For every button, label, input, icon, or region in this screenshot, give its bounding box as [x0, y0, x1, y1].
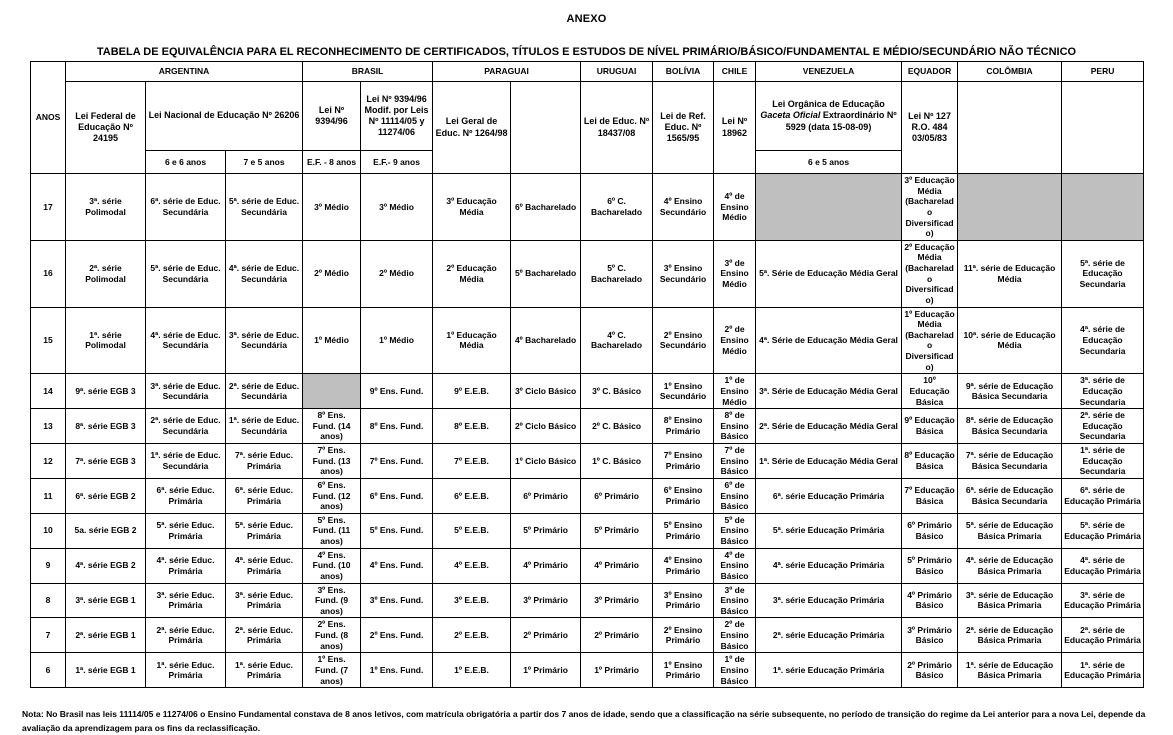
table-cell: 3ª. série de Educação Primária: [1062, 583, 1144, 618]
equivalence-table: [30, 61, 1144, 688]
law-chile: Lei Nº 18962: [714, 82, 756, 174]
table-cell: 7º Ens. Fund. (13 anos): [303, 444, 361, 479]
table-cell: 3ª. série de Educação Secundaria: [1062, 374, 1144, 409]
table-cell: 1º de Ensino Básico: [714, 653, 756, 688]
table-cell: 2º Médio: [361, 240, 433, 307]
table-cell: 7º de Ensino Básico: [714, 444, 756, 479]
table-cell: 4ª. série Educ. Primária: [226, 548, 303, 583]
law-brasil-ef8: Lei Nº 9394/96: [303, 82, 361, 151]
table-cell: 5ª. série Educ. Primária: [226, 513, 303, 548]
country-header-uruguai: URUGUAI: [581, 62, 653, 82]
country-header-colombia: COLÔMBIA: [958, 62, 1062, 82]
country-header-equador: EQUADOR: [902, 62, 958, 82]
table-cell: 2º Ens. Fund.: [361, 618, 433, 653]
table-cell: 5º de Ensino Básico: [714, 513, 756, 548]
table-cell: [1062, 174, 1144, 241]
table-cell: 4ª. série de Educação Primária: [1062, 548, 1144, 583]
table-cell: 3ª. série Educ. Primária: [146, 583, 226, 618]
table-cell: 3ª. série de Educação Básica Primaria: [958, 583, 1062, 618]
table-cell: 8º Ens. Fund. (14 anos): [303, 409, 361, 444]
anos-column-header: ANOS: [31, 62, 66, 174]
table-cell: 5º Primário: [511, 513, 581, 548]
table-cell: 1º Educação Média (Bacharelado Diversificado): [902, 307, 958, 374]
table-cell: 1ª. série Educação Primária: [756, 653, 902, 688]
table-cell: 5º Ensino Primário: [653, 513, 714, 548]
table-cell: 5º Primário Básico: [902, 548, 958, 583]
table-cell: 3ª. série EGB 1: [66, 583, 146, 618]
table-row: [31, 174, 1144, 241]
table-cell: 4ª. série Educ. Primária: [146, 548, 226, 583]
table-cell: 4ª. série de Educ. Secundária: [146, 307, 226, 374]
table-cell: 3º Primário: [581, 583, 653, 618]
table-cell: 9º E.E.B.: [433, 374, 511, 409]
table-cell: 7ª. série de Educação Básica Secundaria: [958, 444, 1062, 479]
table-cell: 6º Primário: [511, 478, 581, 513]
table-cell: 5a. série EGB 2: [66, 513, 146, 548]
table-cell: 1ª. série de Educ. Secundária: [226, 409, 303, 444]
table-cell: 7º Educação Básica: [902, 478, 958, 513]
table-cell: 1º Ensino Primário: [653, 653, 714, 688]
table-cell: 9º Educação Básica: [902, 409, 958, 444]
law-argentina-nacional: Lei Nacional de Educação Nº 26206: [146, 82, 303, 151]
table-cell: 5ª. série de Educação Básica Primaria: [958, 513, 1062, 548]
table-cell: 1º C. Básico: [581, 444, 653, 479]
table-cell: 3ª. série Educ. Primária: [226, 583, 303, 618]
table-cell: 2º Primário: [581, 618, 653, 653]
table-cell: 4ª. série Educação Primária: [756, 548, 902, 583]
table-cell: 2ª. série de Educ. Secundária: [146, 409, 226, 444]
table-cell: 8ª. série de Educação Básica Secundaria: [958, 409, 1062, 444]
table-row: [31, 513, 1144, 548]
law-brasil-ef9: Lei Nº 9394/96 Modif. por Leis Nº 11114/05 y 11274/06: [361, 82, 433, 151]
table-cell: 3º Ciclo Básico: [511, 374, 581, 409]
table-cell: 4ª. Série de Educação Média Geral: [756, 307, 902, 374]
table-row: [31, 307, 1144, 374]
table-cell: 1ª. série Educ. Primária: [146, 653, 226, 688]
table-cell: 2ª. série Educ. Primária: [226, 618, 303, 653]
table-cell: 11ª. série de Educação Média: [958, 240, 1062, 307]
table-cell: 2ª. série de Educação Básica Primaria: [958, 618, 1062, 653]
subheader-arg-6e6: 6 e 6 anos: [146, 151, 226, 174]
table-cell: 2º Primário: [511, 618, 581, 653]
table-cell: 8º Ens. Fund.: [361, 409, 433, 444]
country-header-row: [31, 62, 1144, 82]
table-cell: 2º Educação Média: [433, 240, 511, 307]
table-row: [31, 653, 1144, 688]
table-cell: 3º de Ensino Médio: [714, 240, 756, 307]
table-cell: 2ª. série de Educação Primária: [1062, 618, 1144, 653]
table-caption: TABELA DE EQUIVALÊNCIA PARA EL RECONHECIMENTO DE CERTIFICADOS, TÍTULOS E ESTUDOS DE NÍVEL PRIMÁRIO/BÁSICO/FUNDAMENTAL E MÉDIO/SECUNDÁRIO NÃO TÉCNICO: [96, 46, 1077, 58]
table-cell: 4ª. série de Educ. Secundária: [226, 240, 303, 307]
table-cell: [303, 374, 361, 409]
table-cell: 4º E.E.B.: [433, 548, 511, 583]
table-cell: 6º Primário Básico: [902, 513, 958, 548]
table-cell: 3ª. série de Educ. Secundária: [146, 374, 226, 409]
table-cell: 4ª. série EGB 2: [66, 548, 146, 583]
table-cell: 1ª. série Educ. Primária: [226, 653, 303, 688]
table-cell: 1ª. série Polimodal: [66, 307, 146, 374]
table-cell: 4º Ens. Fund. (10 anos): [303, 548, 361, 583]
table-cell: 4ª. série de Educação Secundaria: [1062, 307, 1144, 374]
table-cell: 3º Médio: [361, 174, 433, 241]
table-cell: 7º E.E.B.: [433, 444, 511, 479]
country-header-argentina: ARGENTINA: [66, 62, 303, 82]
table-cell: 6ª. série Educ. Primária: [146, 478, 226, 513]
table-cell: 1ª. série de Educação Secundaria: [1062, 444, 1144, 479]
table-cell: 7ª. série EGB 3: [66, 444, 146, 479]
table-cell: 2º Médio: [303, 240, 361, 307]
anos-cell: 9: [31, 548, 66, 583]
table-cell: 3º Educação Média (Bacharelado Diversificado): [902, 174, 958, 241]
table-cell: 1º Ens. Fund. (7 anos): [303, 653, 361, 688]
table-cell: 6º Ens. Fund. (12 anos): [303, 478, 361, 513]
table-cell: 5ª. série de Educ. Secundária: [226, 174, 303, 241]
table-cell: 3ª. série Educação Primária: [756, 583, 902, 618]
table-cell: 6º E.E.B.: [433, 478, 511, 513]
table-cell: 7º Ensino Primário: [653, 444, 714, 479]
table-cell: 6ª. série Educ. Primária: [226, 478, 303, 513]
table-cell: 5ª. Série de Educação Média Geral: [756, 240, 902, 307]
anos-cell: 12: [31, 444, 66, 479]
table-cell: 1º Ensino Secundário: [653, 374, 714, 409]
table-cell: 2º E.E.B.: [433, 618, 511, 653]
table-cell: 4º Primário Básico: [902, 583, 958, 618]
table-cell: 2º Ensino Secundário: [653, 307, 714, 374]
equivalence-table-body: [31, 174, 1144, 688]
law-colombia-empty: [958, 82, 1062, 174]
table-cell: 3º E.E.B.: [433, 583, 511, 618]
law-paraguai-empty: [511, 82, 581, 174]
anos-cell: 11: [31, 478, 66, 513]
table-row: [31, 583, 1144, 618]
law-paraguai: Lei Geral de Educ. Nº 1264/98: [433, 82, 511, 174]
table-cell: 4º Ensino Primário: [653, 548, 714, 583]
table-cell: 6ª. série de Educ. Secundária: [146, 174, 226, 241]
country-header-chile: CHILE: [714, 62, 756, 82]
table-cell: 5º Ens. Fund. (11 anos): [303, 513, 361, 548]
law-venezuela-gaceta: Gaceta Oficial: [760, 110, 821, 121]
table-cell: 9ª. série de Educação Básica Secundaria: [958, 374, 1062, 409]
table-cell: 3º Ensino Primário: [653, 583, 714, 618]
table-cell: 8º E.E.B.: [433, 409, 511, 444]
anos-cell: 6: [31, 653, 66, 688]
table-cell: 1º Médio: [361, 307, 433, 374]
table-cell: 5ª. série de Educação Secundaria: [1062, 240, 1144, 307]
table-cell: 2º de Ensino Médio: [714, 307, 756, 374]
table-cell: 6ª. série Educação Primária: [756, 478, 902, 513]
table-cell: 5ª. série de Educação Primária: [1062, 513, 1144, 548]
table-cell: 7º Ens. Fund.: [361, 444, 433, 479]
table-cell: 6º Primário: [581, 478, 653, 513]
table-cell: 3ª. série Polimodal: [66, 174, 146, 241]
law-argentina-federal: Lei Federal de Educação Nº 24195: [66, 82, 146, 174]
table-cell: 1ª. série de Educ. Secundária: [146, 444, 226, 479]
table-cell: 8º de Ensino Básico: [714, 409, 756, 444]
table-cell: 4º Primário: [511, 548, 581, 583]
law-uruguai: Lei de Educ. Nº 18437/08: [581, 82, 653, 174]
table-cell: 6º Bacharelado: [511, 174, 581, 241]
country-header-peru: PERU: [1062, 62, 1144, 82]
table-cell: 7ª. série Educ. Primária: [226, 444, 303, 479]
subheader-bra-ef9: E.F.- 9 anos: [361, 151, 433, 174]
table-cell: 2ª. série Polimodal: [66, 240, 146, 307]
table-cell: 3º Primário: [511, 583, 581, 618]
table-cell: 8º Ensino Primário: [653, 409, 714, 444]
table-cell: 4º Bacharelado: [511, 307, 581, 374]
table-cell: 9ª. série EGB 3: [66, 374, 146, 409]
table-cell: 10º Educação Básica: [902, 374, 958, 409]
table-cell: 3º Educação Média: [433, 174, 511, 241]
law-venezuela-suffix: Extraordinário Nº 5929 (data 15-08-09): [785, 110, 897, 132]
table-cell: 10ª. série de Educação Média: [958, 307, 1062, 374]
table-cell: 3ª. série de Educ. Secundária: [226, 307, 303, 374]
table-cell: 2º Primário Básico: [902, 653, 958, 688]
table-cell: 6ª. série de Educação Básica Secundaria: [958, 478, 1062, 513]
table-cell: 2ª. série de Educ. Secundária: [226, 374, 303, 409]
table-cell: 2º Ciclo Básico: [511, 409, 581, 444]
table-cell: 2ª. série de Educação Secundaria: [1062, 409, 1144, 444]
table-cell: 2º C. Básico: [581, 409, 653, 444]
table-cell: 5ª. série Educação Primária: [756, 513, 902, 548]
table-cell: 4º Ens. Fund.: [361, 548, 433, 583]
table-cell: 1ª. Série de Educação Média Geral: [756, 444, 902, 479]
table-cell: 2ª. série Educ. Primária: [146, 618, 226, 653]
law-venezuela-prefix: Lei Orgânica de Educação: [772, 99, 885, 110]
footnote: Nota: No Brasil nas leis 11114/05 e 11274/06 o Ensino Fundamental constava de 8 anos letivos, com matrícula obrigatória a partir dos 7 anos de idade, sendo que a classificação na série subsequente, no período de transição do regime da Lei anterior para a nova Lei, depende da avaliação da aprendizagem para os fins da reclassificação.: [22, 709, 1146, 733]
table-cell: 2º Ens. Fund. (8 anos): [303, 618, 361, 653]
table-cell: 6ª. série de Educação Primária: [1062, 478, 1144, 513]
table-cell: 5º Bacharelado: [511, 240, 581, 307]
table-cell: 4º de Ensino Médio: [714, 174, 756, 241]
table-row: [31, 374, 1144, 409]
table-cell: [756, 174, 902, 241]
table-cell: 3º Ens. Fund.: [361, 583, 433, 618]
table-cell: 5ª. série Educ. Primária: [146, 513, 226, 548]
table-cell: 1ª. série EGB 1: [66, 653, 146, 688]
table-cell: 3ª. Série de Educação Média Geral: [756, 374, 902, 409]
table-cell: 6º de Ensino Básico: [714, 478, 756, 513]
table-cell: 4º Ensino Secundário: [653, 174, 714, 241]
table-cell: [958, 174, 1062, 241]
table-cell: 1º Educação Média: [433, 307, 511, 374]
law-venezuela: [756, 82, 902, 151]
anos-cell: 10: [31, 513, 66, 548]
table-cell: 2ª. Série de Educação Média Geral: [756, 409, 902, 444]
table-cell: 1º Primário: [581, 653, 653, 688]
table-cell: 2º Educação Média (Bacharelado Diversificado): [902, 240, 958, 307]
law-header-row: [31, 82, 1144, 151]
table-row: [31, 444, 1144, 479]
subheader-ven-6e5: 6 e 5 anos: [756, 151, 902, 174]
table-cell: 2ª. série Educação Primária: [756, 618, 902, 653]
anos-cell: 14: [31, 374, 66, 409]
table-cell: 1º Médio: [303, 307, 361, 374]
table-row: [31, 409, 1144, 444]
table-cell: 3º de Ensino Básico: [714, 583, 756, 618]
table-cell: 9º Ens. Fund.: [361, 374, 433, 409]
table-cell: 5º Ens. Fund.: [361, 513, 433, 548]
table-cell: 1º Primário: [511, 653, 581, 688]
table-cell: 2ª. série EGB 1: [66, 618, 146, 653]
table-cell: 6º Ensino Primário: [653, 478, 714, 513]
law-equador: Lei Nº 127 R.O. 484 03/05/83: [902, 82, 958, 174]
country-header-brasil: BRASIL: [303, 62, 433, 82]
anos-cell: 16: [31, 240, 66, 307]
anos-cell: 13: [31, 409, 66, 444]
table-cell: 4º de Ensino Básico: [714, 548, 756, 583]
table-cell: 4º C. Bacharelado: [581, 307, 653, 374]
table-cell: 2º de Ensino Básico: [714, 618, 756, 653]
law-bolivia: Lei de Ref. Educ. Nº 1565/95: [653, 82, 714, 174]
table-cell: 2º Ensino Primário: [653, 618, 714, 653]
table-cell: 1ª. série de Educação Primária: [1062, 653, 1144, 688]
country-header-bolivia: BOLÍVIA: [653, 62, 714, 82]
subheader-bra-ef8: E.F. - 8 anos: [303, 151, 361, 174]
country-header-paraguai: PARAGUAI: [433, 62, 581, 82]
anos-cell: 17: [31, 174, 66, 241]
law-peru-empty: [1062, 82, 1144, 174]
table-cell: 3º Primário Básico: [902, 618, 958, 653]
table-cell: 1º Ens. Fund.: [361, 653, 433, 688]
table-row: [31, 478, 1144, 513]
table-cell: 6º Ens. Fund.: [361, 478, 433, 513]
page-title: ANEXO: [566, 13, 607, 25]
table-cell: 3º C. Básico: [581, 374, 653, 409]
table-cell: 4º Primário: [581, 548, 653, 583]
table-cell: 5º C. Bacharelado: [581, 240, 653, 307]
table-cell: 1º de Ensino Médio: [714, 374, 756, 409]
table-cell: 6ª. série EGB 2: [66, 478, 146, 513]
table-cell: 1ª. série de Educação Básica Primaria: [958, 653, 1062, 688]
table-cell: 3º Ensino Secundário: [653, 240, 714, 307]
anos-cell: 15: [31, 307, 66, 374]
table-cell: 1º Ciclo Básico: [511, 444, 581, 479]
table-row: [31, 618, 1144, 653]
anos-cell: 8: [31, 583, 66, 618]
country-header-venezuela: VENEZUELA: [756, 62, 902, 82]
table-row: [31, 240, 1144, 307]
table-cell: 8º Educação Básica: [902, 444, 958, 479]
table-cell: 3º Ens. Fund. (9 anos): [303, 583, 361, 618]
table-cell: 5º E.E.B.: [433, 513, 511, 548]
table-cell: 1º E.E.B.: [433, 653, 511, 688]
table-cell: 8ª. série EGB 3: [66, 409, 146, 444]
table-cell: 5º Primário: [581, 513, 653, 548]
table-cell: 5ª. série de Educ. Secundária: [146, 240, 226, 307]
subheader-arg-7e5: 7 e 5 anos: [226, 151, 303, 174]
table-cell: 6º C. Bacharelado: [581, 174, 653, 241]
table-cell: 3º Médio: [303, 174, 361, 241]
table-cell: 4ª. série de Educação Básica Primaria: [958, 548, 1062, 583]
anos-cell: 7: [31, 618, 66, 653]
table-row: [31, 548, 1144, 583]
